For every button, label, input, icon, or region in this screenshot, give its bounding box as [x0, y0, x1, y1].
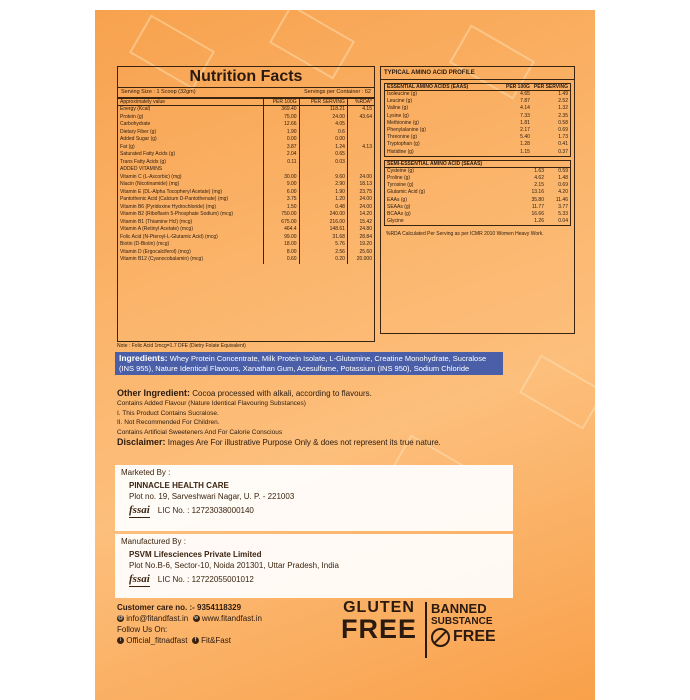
table-row — [118, 181, 374, 189]
essential-amino-section — [384, 83, 571, 157]
table-cell: 4.14 — [520, 105, 530, 112]
table-cell: 1.73 — [558, 134, 568, 141]
table-cell: 19.20 — [347, 241, 374, 249]
table-cell: 15.42 — [347, 219, 374, 227]
table-cell: 75.00 — [263, 114, 299, 122]
table-cell: 1.28 — [520, 141, 530, 148]
table-header-cell: Approximately value — [118, 99, 263, 106]
table-cell — [347, 151, 374, 159]
table-cell: Tryptophan (g) — [387, 141, 420, 148]
table-cell: Threonine (g) — [387, 134, 418, 141]
table-cell: 18.13 — [347, 181, 374, 189]
free2-text: FREE — [453, 628, 496, 645]
table-cell: Glutamic Acid (g) — [387, 189, 426, 196]
gluten-text: GLUTEN — [343, 599, 415, 616]
table-row — [118, 211, 374, 219]
table-cell: 1.49 — [558, 91, 568, 97]
ingredients-text: Whey Protein Concentrate, Milk Protein Isolate, L-Glutamine, Creatine Monohydrate, Sucralose (INS 955), Nature Identical Flavours, Xanathan Gum, Acesulfame, Potassium (INS 950), Sodium Chloride — [119, 354, 487, 373]
disclaimer-label: Disclaimer: — [117, 437, 166, 447]
globe-icon: w — [194, 615, 198, 622]
table-cell: 30.00 — [263, 174, 299, 182]
table-row — [118, 249, 374, 257]
fssai-logo: fssai — [129, 573, 150, 585]
table-cell: 9.00 — [263, 181, 299, 189]
table-cell: Vitamin B12 (Cyanocobalamin) (mcg) — [120, 256, 203, 262]
table-cell: 3.77 — [558, 203, 568, 210]
manufacturer-license — [115, 572, 513, 587]
table-cell: Vitamin E (DL-Alpha Tocopheryl Acetate) (mg) — [120, 188, 223, 195]
manufacturer-address: Plot No.B-6, Sector-10, Noida 201301, Uttar Pradesh, India — [129, 561, 339, 570]
prohibited-icon — [431, 628, 450, 647]
table-row — [118, 241, 374, 249]
table-row — [118, 226, 374, 234]
table-cell: Vitamin D (Ergocalciferol) (mcg) — [120, 248, 191, 255]
table-cell: 12.66 — [263, 121, 299, 129]
table-cell: Saturated Fatty Acids (g) — [120, 151, 176, 157]
table-cell: 2.35 — [558, 112, 568, 119]
warning-line: I. This Product Contains Sucralose. — [117, 409, 219, 417]
table-cell — [347, 159, 374, 167]
table-cell: Carbohydrate — [120, 121, 151, 127]
table-row — [118, 151, 374, 159]
table-cell: 5.40 — [520, 134, 530, 141]
table-row — [385, 91, 570, 99]
substance-text: SUBSTANCE — [431, 616, 493, 627]
table-header-cell: PER SERVING — [299, 99, 347, 106]
table-row — [385, 204, 570, 211]
table-cell — [347, 136, 374, 144]
table-cell: 4.13 — [347, 144, 374, 152]
table-cell: 1.26 — [534, 218, 544, 225]
table-cell: Isoleucine (g) — [387, 91, 418, 97]
table-cell: 5.33 — [558, 211, 568, 218]
table-cell: 118.21 — [299, 106, 347, 114]
table-row — [118, 256, 374, 264]
manufactured-by-heading: Manufactured By : — [121, 537, 186, 546]
instagram-icon: i — [117, 637, 124, 644]
ingredients-block — [115, 352, 503, 375]
manufacturer-name: PSVM Lifesciences Private Limited — [129, 550, 262, 559]
warning-line: II. Not Recommended For Children. — [117, 419, 220, 426]
table-header-cell: PER SERVING — [533, 84, 568, 90]
table-cell: 1.48 — [558, 175, 568, 182]
table-cell: 2.90 — [299, 181, 347, 189]
table-cell: BCAAs (g) — [387, 211, 411, 218]
table-cell: Cysteine (g) — [387, 167, 414, 174]
table-cell: 2.52 — [558, 98, 568, 105]
email-text[interactable]: info@fitandfast.in — [126, 614, 189, 623]
other-ingredient-text: Cocoa processed with alkali, according to flavours. — [190, 389, 372, 398]
table-cell: 7.33 — [520, 112, 530, 119]
table-cell: 14.20 — [347, 211, 374, 219]
table-cell: 0.69 — [558, 182, 568, 189]
table-cell: 0.59 — [558, 167, 568, 174]
table-cell: 28.84 — [347, 234, 374, 242]
table-header-cell: ESSENTIAL AMINO ACIDS (EAAS) — [385, 84, 504, 91]
table-cell: 0.20 — [299, 256, 347, 264]
table-cell: 1.63 — [534, 167, 544, 174]
table-row — [118, 219, 374, 227]
table-cell: 369.40 — [263, 106, 299, 114]
serving-info — [118, 88, 374, 99]
manufactured-by-box — [115, 534, 513, 598]
amino-acid-title: TYPICAL AMINO ACID PROFILE — [381, 67, 574, 80]
rda-footnote: %RDA Calculated Per Serving as per ICMR 2010 Women Heavy Work. — [386, 231, 544, 238]
table-row — [118, 174, 374, 182]
table-cell: 216.00 — [299, 219, 347, 227]
table-cell: Methionine (g) — [387, 119, 419, 126]
nutrition-table — [118, 99, 374, 264]
other-ingredient-label: Other Ingredient: — [117, 388, 191, 398]
warning-line: Contains Added Flavour (Nature Identical Flavouring Substances) — [117, 400, 306, 407]
table-cell: 1.24 — [299, 144, 347, 152]
marketed-by-heading: Marketed By : — [121, 468, 171, 477]
follow-label: Follow Us On: — [117, 625, 168, 634]
table-header-cell: PER 100G — [506, 84, 530, 90]
table-row — [118, 204, 374, 212]
table-cell: 3.75 — [263, 196, 299, 204]
table-cell: 0.00 — [299, 136, 347, 144]
table-row — [118, 106, 374, 114]
table-cell: 0.69 — [558, 127, 568, 134]
table-cell: 11.46 — [555, 196, 568, 203]
manufacturer-lic-number: LIC No. : 12722055001012 — [157, 574, 254, 584]
table-cell: 1.81 — [520, 119, 530, 126]
table-cell: Glycine — [387, 218, 404, 225]
table-cell: 464.4 — [263, 226, 299, 234]
disclaimer-text: Images Are For illustrative Purpose Only & does not represent its true nature. — [165, 438, 441, 447]
table-cell: 0.60 — [263, 256, 299, 264]
table-cell: 0.37 — [558, 148, 568, 155]
table-cell: 18.00 — [263, 241, 299, 249]
table-cell: 24.80 — [347, 226, 374, 234]
amino-acid-panel — [380, 66, 575, 334]
website-text[interactable]: www.fitandfast.in — [201, 614, 262, 623]
table-cell: 2.56 — [299, 249, 347, 257]
table-cell: 1.90 — [299, 189, 347, 197]
servings-per-container: Servings per Container : 62 — [304, 89, 371, 95]
table-cell: 2.04 — [263, 151, 299, 159]
table-row — [118, 144, 374, 152]
table-row — [118, 234, 374, 242]
table-cell: Vitamin A (Retinyl Acetate) (mcg) — [120, 226, 193, 232]
table-cell: 4.20 — [558, 189, 568, 196]
table-row — [385, 197, 570, 204]
table-row — [385, 175, 570, 182]
marketed-by-box — [115, 465, 513, 531]
nutrition-facts-title: Nutrition Facts — [118, 67, 374, 88]
marketer-name: PINNACLE HEALTH CARE — [129, 481, 229, 490]
table-cell: 0.11 — [263, 159, 299, 167]
table-row — [385, 127, 570, 134]
table-cell: 11.77 — [531, 203, 544, 210]
nutrition-facts-panel — [117, 66, 375, 342]
serving-size: Serving Size : 1 Scoop (32gm) — [121, 89, 196, 95]
table-row — [385, 120, 570, 127]
facebook-handle[interactable]: Fit&Fast — [201, 636, 231, 645]
table-cell: 0.48 — [299, 204, 347, 212]
marketer-license — [115, 503, 513, 518]
table-cell: Vitamin B2 (Riboflavin 5-Phosphate Sodium) (mcg) — [120, 211, 234, 217]
table-row — [385, 182, 570, 189]
ingredients-label: Ingredients: — [119, 353, 168, 363]
table-cell: 2.17 — [520, 127, 530, 134]
table-cell: Leucine (g) — [387, 98, 413, 105]
table-cell: Tyrosine (g) — [387, 182, 414, 189]
table-row — [118, 121, 374, 129]
table-cell: EAAs (g) — [387, 196, 408, 203]
table-cell — [263, 166, 299, 174]
table-cell: Trans Fatty Acids (g) — [120, 158, 166, 165]
table-cell — [347, 121, 374, 129]
table-cell: SEAAs (g) — [387, 203, 411, 210]
table-row — [385, 134, 570, 141]
contact-block — [117, 602, 262, 646]
table-cell: Valine (g) — [387, 105, 409, 112]
table-cell: 24.00 — [347, 204, 374, 212]
table-cell: 0.58 — [558, 119, 568, 126]
table-cell: 24.00 — [347, 174, 374, 182]
table-cell: 99.00 — [263, 234, 299, 242]
table-cell: 24.00 — [299, 114, 347, 122]
banned-text: BANNED — [431, 601, 487, 616]
table-cell: 2.15 — [534, 182, 544, 189]
table-row — [118, 136, 374, 144]
gluten-free-badge — [341, 600, 417, 643]
table-row — [385, 141, 570, 148]
table-cell: 16.66 — [531, 211, 544, 218]
table-cell: Pantothenic Acid (Calcium D-Pantothenate) (mg) — [120, 196, 229, 202]
table-cell: 1.20 — [299, 196, 347, 204]
table-row — [385, 113, 570, 120]
table-cell: 4.62 — [534, 175, 544, 182]
email-icon: @ — [117, 615, 124, 622]
table-header-cell: %RDA* — [347, 99, 374, 106]
table-row — [118, 129, 374, 137]
table-cell: 4.65 — [520, 91, 530, 97]
table-cell: 0.6 — [299, 129, 347, 137]
table-cell: Fat (g) — [120, 143, 135, 150]
table-cell: 35.80 — [531, 196, 544, 203]
table-row — [385, 189, 570, 196]
table-row — [385, 105, 570, 112]
table-cell: Folic Acid (N-Pteroyl-L-Glutamic Acid) (mcg) — [120, 233, 218, 240]
product-back-label — [95, 10, 595, 700]
table-cell: 4.15 — [347, 106, 374, 114]
table-row — [118, 196, 374, 204]
table-cell: 0.65 — [299, 151, 347, 159]
table-row — [118, 159, 374, 167]
table-cell: Biotin (D-Biotin) (mcg) — [120, 241, 170, 247]
table-cell: 148.61 — [299, 226, 347, 234]
table-cell: 7.87 — [520, 98, 530, 105]
table-cell: 675.00 — [263, 219, 299, 227]
table-cell: 20.000 — [347, 256, 374, 264]
table-cell: 750.00 — [263, 211, 299, 219]
table-cell: Lysine (g) — [387, 112, 409, 119]
table-cell: 23.75 — [347, 189, 374, 197]
table-cell — [347, 166, 374, 174]
table-cell: 8.00 — [263, 249, 299, 257]
table-cell — [299, 166, 347, 174]
table-cell: Vitamin B1 (Thiamine Hcl) (mcg) — [120, 218, 193, 225]
table-cell: 0.41 — [558, 141, 568, 148]
table-cell: 240.00 — [299, 211, 347, 219]
folic-acid-note: Note : Folic Acid 1mcg=1.7 DFE (Dietry Folate Equivalent) — [117, 343, 246, 349]
instagram-handle[interactable]: Official_fitnadfast — [126, 636, 188, 645]
table-cell: 43.64 — [347, 114, 374, 122]
badge-divider — [425, 602, 427, 658]
facebook-icon: f — [192, 637, 199, 644]
table-cell: Phenylalanine (g) — [387, 127, 426, 134]
table-cell: 3.87 — [263, 144, 299, 152]
table-cell: 1.90 — [263, 129, 299, 137]
banned-substance-free-badge — [431, 602, 496, 647]
table-row — [385, 211, 570, 218]
table-cell: 13.16 — [531, 189, 544, 196]
table-cell: 9.60 — [299, 174, 347, 182]
other-ingredients-block — [117, 388, 577, 448]
table-row — [118, 166, 374, 174]
table-header-cell: SEMI-ESSENTIAL AMINO ACID (SEAAS) — [385, 161, 522, 168]
table-cell: 31.68 — [299, 234, 347, 242]
table-cell: Niacin (Nicotinamide) (mg) — [120, 181, 180, 187]
table-cell: Energy (Kcal) — [120, 106, 151, 112]
customer-care: Customer care no. :- 9354118329 — [117, 603, 242, 612]
table-cell: Vitamin B6 (Pyridoxine Hydrochloride) (mg) — [120, 203, 217, 210]
table-cell: ADDED VITAMINS — [120, 166, 163, 172]
table-cell: Vitamin C (L-Ascorbic) (mg) — [120, 173, 182, 180]
table-row — [385, 149, 570, 156]
marketer-lic-number: LIC No. : 12723038000140 — [157, 505, 254, 515]
table-cell: Dietary Fiber (g) — [120, 128, 157, 135]
table-row — [385, 167, 570, 175]
semi-essential-amino-section — [384, 160, 571, 227]
table-cell: 0.04 — [558, 218, 568, 225]
warning-line: Contains Artificial Sweeteners And For Calorie Conscious — [117, 428, 283, 436]
marketer-address: Plot no. 19, Sarveshwari Nagar, U. P. - 221003 — [129, 492, 295, 501]
free-text: FREE — [341, 614, 418, 644]
table-cell: 0.03 — [299, 159, 347, 167]
table-cell: 5.76 — [299, 241, 347, 249]
table-header-cell: PER 100G — [263, 99, 299, 106]
table-row — [118, 189, 374, 197]
table-cell: Protein (g) — [120, 113, 144, 120]
table-cell: 24.00 — [347, 196, 374, 204]
table-cell: Histidine (g) — [387, 148, 414, 155]
fssai-logo: fssai — [129, 504, 150, 516]
table-cell: 1.50 — [263, 204, 299, 212]
table-cell: 4.05 — [299, 121, 347, 129]
table-cell: Proline (g) — [387, 175, 411, 182]
table-cell — [347, 129, 374, 137]
table-cell: 1.32 — [558, 105, 568, 112]
table-cell: Added Sugar (g) — [120, 136, 157, 142]
table-row — [385, 218, 570, 225]
table-row — [385, 98, 570, 105]
table-cell: 0.00 — [263, 136, 299, 144]
table-row — [118, 114, 374, 122]
table-cell: 1.15 — [520, 148, 530, 155]
table-cell: 6.00 — [263, 189, 299, 197]
table-cell: 25.60 — [347, 249, 374, 257]
